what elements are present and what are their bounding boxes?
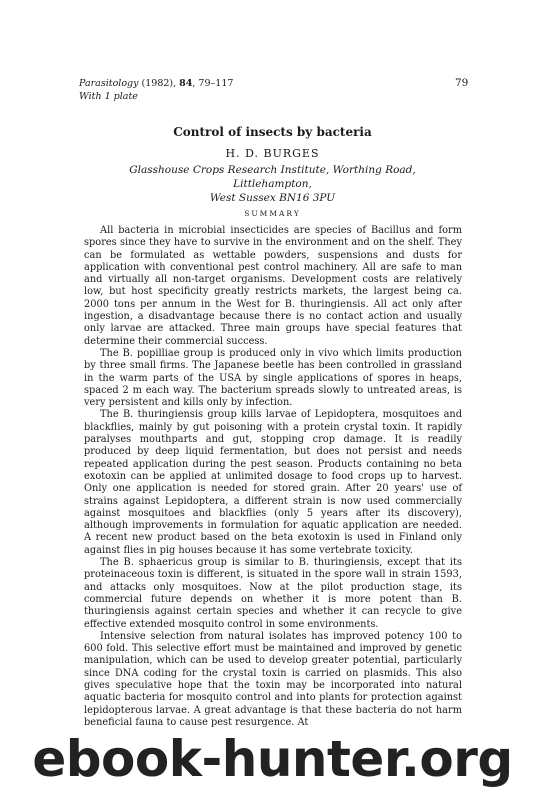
paragraph-1: All bacteria in microbial insecticides are species of Bacillus and form spores since they have to survive in the environment and on the shelf. They can be formulated as wettable powders, suspensions and dusts for application with conventional pest control machinery. All are safe to man and virtually all non-target organisms. Development costs are relatively low, but host specificity greatly restricts markets, the largest being ca. 2000 tons per annum in the West for B. thuringiensis. All act only after ingestion, a disadvantage because there is no contact action and usually only larvae are attacked. Three main groups have special features that determine their commercial success. [84, 225, 462, 347]
section-heading: SUMMARY [244, 209, 301, 218]
article-author: H. D. BURGES [225, 147, 320, 160]
paragraph-4: The B. sphaericus group is similar to B. thuringiensis, except that its proteinaceous toxin is different, is situated in the spore wall in strain 1593, and attacks only mosquitoes. Now at the pilot production stage, its commercial future depends on whether it is more potent than B. thuringiensis against certain species and whether it can recycle to give effective extended mosquito control in some environments. [84, 557, 462, 630]
affiliation-line-1: Glasshouse Crops Research Institute, Worthing Road, Littlehampton, [129, 164, 416, 190]
journal-citation [79, 77, 233, 103]
paragraph-5: Intensive selection from natural isolates has improved potency 100 to 600 fold. This selective effort must be maintained and improved by genetic manipulation, which can be used to develop greater potential, particularly since DNA coding for the crystal toxin is carried on plasmids. This also gives speculative hope that the toxin may be incorporated into natural aquatic bacteria for mosquito control and into plants for protection against lepidopterous larvae. A great advantage is that these bacteria do not harm beneficial fauna to cause pest resurgence. At [84, 630, 462, 728]
journal-year: (1982), [138, 78, 180, 89]
paragraph-2: The B. popilliae group is produced only in vivo which limits production by three small firms. The Japanese beetle has been controlled in grassland in the warm parts of the USA by single applications of spores in heaps, spaced 2 m each way. The bacterium spreads slowly to untreated areas, is very persistent and kills only by infection. [84, 347, 462, 409]
paragraph-3: The B. thuringiensis group kills larvae of Lepidoptera, mosquitoes and blackflies, mainly by gut poisoning with a protein crystal toxin. It rapidly paralyses mouthparts and gut, stopping crop damage. It is readily produced by deep liquid fermentation, but does not persist and needs repeated application during the pest season. Products containing no beta exotoxin can be applied at unlimited dosage to food crops up to harvest. Only one application is needed for stored grain. After 20 years' use of strains against Lepidoptera, a different strain is now used commercially against mosquitoes and blackflies (only 5 years after its discovery), although improvements in formulation for aquatic application are needed. A recent new product based on the beta exotoxin is used in Finland only against flies in pig houses because it has some vertebrate toxicity. [84, 409, 462, 556]
plate-note: With 1 plate [79, 91, 138, 102]
summary-body [84, 225, 462, 729]
author-affiliation [100, 163, 445, 205]
journal-volume: 84 [179, 78, 193, 89]
page-number: 79 [455, 77, 469, 89]
journal-pages: , 79–117 [192, 78, 234, 89]
affiliation-line-2: West Sussex BN16 3PU [209, 192, 336, 204]
watermark-text: ebook-hunter.org [32, 730, 513, 788]
article-title: Control of insects by bacteria [173, 125, 372, 139]
journal-name: Parasitology [79, 78, 139, 89]
